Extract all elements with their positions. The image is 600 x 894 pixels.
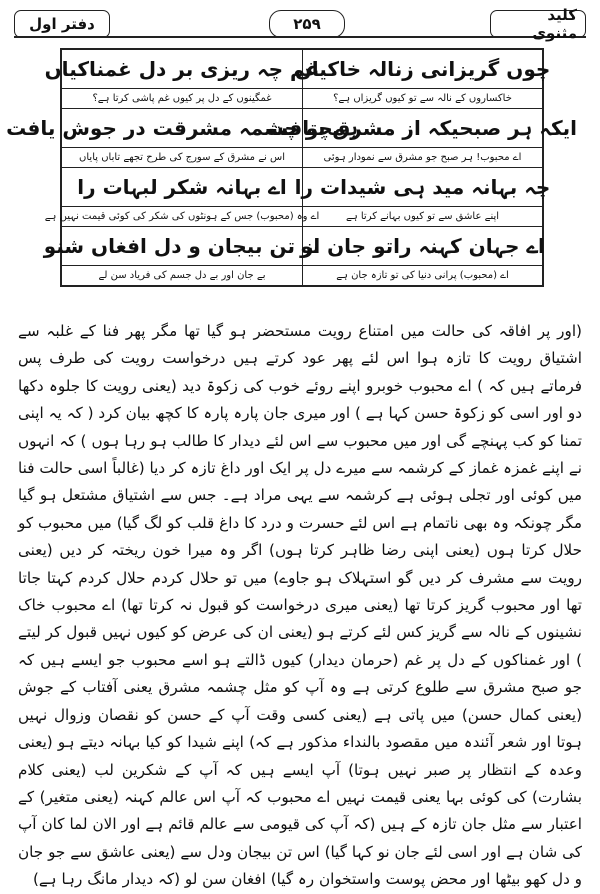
verse-translation: اے (محبوب) پرانی دنیا کی تو تازہ جان ہے xyxy=(303,265,542,285)
verse-translation: خاکساروں کے نالہ سے تو کیوں گریزاں ہے؟ xyxy=(303,88,542,108)
verse-translation: غمگینوں کے دل پر کیوں غم پاشی کرتا ہے؟ xyxy=(62,88,302,108)
verse-table xyxy=(6,48,577,287)
verse-text: اے بہانہ شکر لبہات را xyxy=(77,175,287,199)
verse-left-cell xyxy=(6,109,358,167)
verse-left-cell xyxy=(44,168,320,226)
verse-translation: اس نے مشرق کے سورج کی طرح تجھے تاباں پایاں xyxy=(62,147,302,167)
page-header xyxy=(14,8,586,40)
verse-row xyxy=(44,168,551,227)
verse-text: چوں گریزانی زنالہ خاکیاں xyxy=(294,57,551,81)
verse-right-cell xyxy=(294,50,551,108)
volume-label: دفتر اول xyxy=(14,10,110,38)
verse-text: ہمچو چشمہ مشرقت در جوش یافت xyxy=(6,116,358,140)
verse-text: اے جہان کہنہ راتو جان نو xyxy=(300,234,545,258)
verse-left-cell xyxy=(43,227,321,285)
verse-text: از تن بیجان و دل افغاں شنو xyxy=(43,234,321,258)
commentary-paragraph: (اور پر افاقہ کی حالت میں امتناع رویت مستحضر ہو گیا تھا مگر پھر فنا کے غلبہ سے اشتیاق رویت کا تازہ ہوا اس لئے پھر عود کرتے ہیں درخواست رویت کی طرف پس فرماتے ہیں کہ ) اے محبوب خوبرو اپنے روئے خوب کی زکوۃ دید (یعنی رویت کا جلوہ دکھا دو اور اسی کو زکوۃ حسن کہا ہے ) اور میری جان پارہ پارہ کا کچھ بیان کرد ( کہ یہ اپنی تمنا کو کب پہنچے گی اور میں محبوب سے اس لئے دیدار کا طالب ہو رہا ہوں ) کہ انہوں نے اپنے غمزہ غماز کے کرشمہ سے میرے دل پر ایک اور داغ تازہ کر دیا (غالباً اسی حالت فنا میں کوئی اور تجلی ہوئی ہے کرشمہ سے یہی مراد ہے۔ جس سے اشتیاق مشتعل ہو گیا مگر چونکہ وہ بھی ناتمام ہے اس لئے حسرت و درد کا داغ قلب کو لگ گیا) میں محبوب کو حلال کرتا ہوں (یعنی اپنی رضا ظاہر کرتا ہوں) اگر وہ میرا خون ریختہ کر دیں (یعنی رویت سے مشرف کر دیں گو استہلاک ہو جاوے) میں تو حلال کردم حلال کردم کہتا جاتا تھا اور محبوب گریز کرتا تھا (یعنی میری درخواست کو قبول نہ کرتا تھا) اے محبوب خاک نشینوں کے نالہ سے گریز کس لئے کرتے ہو (یعنی ان کی عرض کو کیوں نہیں قبول کر لیتے ) اور غمناکوں کے دل پر غم (حرمان دیدار) کیوں ڈالتے ہو اسے محبوب جو ایسے ہیں کہ جو صبح مشرق سے طلوع کرتی ہے وہ آپ کو مثل چشمہ مشرق یعنی آفتاب کے جوش (یعنی کمال حسن) میں پاتی ہے (یعنی کسی وقت آپ کے حسن کو نقصان وزوال نہیں ہوتا اور شعر آئندہ میں مقصود بالنداء مذکور ہے کہ) اپنے شیدا کو کیا بہانہ دیتے ہو (یعنی وعدہ کے انتظار پر صبر نہیں ہوتا) آپ ایسے ہیں کہ آپ کے شکرین لب (یعنی کلام بشارت) کی کوئی بہا یعنی قیمت نہیں اے محبوب کہ آپ اس عالم کہنہ (یعنی متغیر) کے اعتبار سے مثل جان تازہ کے ہیں (کہ آپ کی قیومی سے عالم قائم ہے اور الان لما کان آپ کی شان ہے اور اسی لئے جان نو کہا گیا) اس تن بیجان ودل سے (یعنی عاشق سے جو جان و دل کھو بیٹھا اور محض پوست واستخوان رہ گیا) افغان سن لو (کہ دیدار مانگ رہا ہے) xyxy=(18,322,582,889)
verse-translation: بے جان اور بے دل جسم کی فریاد سن لے xyxy=(62,265,302,285)
verse-right-cell xyxy=(300,227,545,285)
verse-left-cell xyxy=(44,50,320,108)
verse-row xyxy=(43,227,545,285)
verse-text: چہ بہانہ مید ہی شیدات را xyxy=(294,175,551,199)
verse-translation: اپنے عاشق سے تو کیوں بہانے کرتا ہے xyxy=(303,206,542,226)
verse-translation: اے وہ (محبوب) جس کے ہونٹوں کی شکر کی کوئی قیمت نہیں ہے xyxy=(62,206,302,226)
verse-right-cell xyxy=(294,168,551,226)
verse-translation: اے محبوب! ہر صبح جو مشرق سے نمودار ہوئی xyxy=(303,147,542,167)
commentary-text xyxy=(18,318,582,894)
verse-row xyxy=(44,50,551,109)
page-number: ۲۵۹ xyxy=(269,10,345,38)
verse-text: غم چہ ریزی بر دل غمناکیاں xyxy=(44,57,320,81)
verse-text: ایکہ ہر صبحیکہ از مشرق بتافت xyxy=(268,116,577,140)
book-title: کلید مثنوی xyxy=(490,10,586,38)
verse-row xyxy=(6,109,577,168)
